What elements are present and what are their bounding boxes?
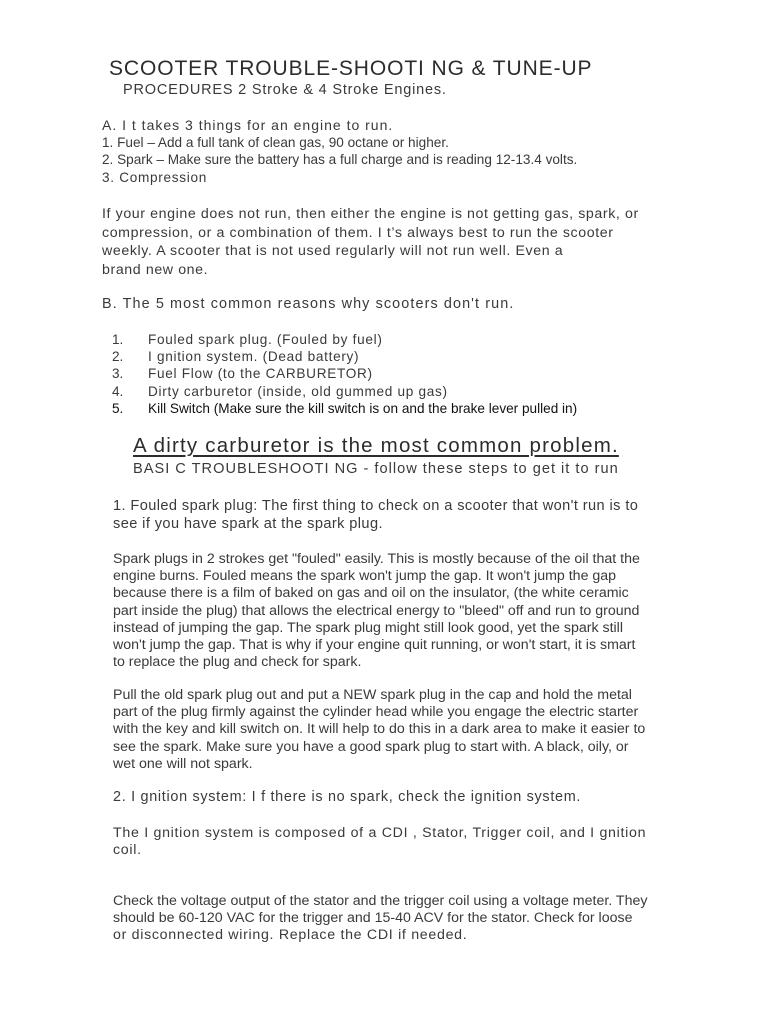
- paragraph-line: wet one will not spark.: [113, 755, 253, 772]
- basic-troubleshooting-heading: BASI C TROUBLESHOOTI NG - follow these steps to get it to run: [133, 461, 619, 477]
- list-text: Dirty carburetor (inside, old gummed up gas): [148, 383, 448, 399]
- list-item: [112, 331, 577, 348]
- section-a-item-fuel: 1. Fuel – Add a full tank of clean gas, 90 octane or higher.: [102, 135, 449, 150]
- section-a-item-spark: 2. Spark – Make sure the battery has a full charge and is reading 12-13.4 volts.: [102, 152, 578, 167]
- spark-plug-paragraph: [113, 551, 733, 671]
- paragraph-line: instead of jumping the gap. The spark plug might still look good, yet the spark still: [113, 619, 623, 636]
- paragraph-line: with the key and kill switch on. It will help to do this in a dark area to make it easier to: [113, 721, 646, 738]
- list-item: [112, 365, 577, 382]
- list-number: 1.: [112, 332, 124, 347]
- paragraph-line: The I gnition system is composed of a CDI , Stator, Trigger coil, and I gnition: [113, 825, 647, 841]
- paragraph-line: compression, or a combination of them. I t’s always best to run the scooter: [102, 224, 614, 241]
- list-text: Fuel Flow (to the CARBURETOR): [148, 366, 373, 382]
- paragraph-line: brand new one.: [102, 261, 209, 278]
- paragraph-line: Check the voltage output of the stator and the trigger coil using a voltage meter. They: [113, 893, 648, 909]
- list-number: 2.: [112, 349, 124, 365]
- list-number: 5.: [112, 400, 124, 416]
- paragraph-line: or disconnected wiring. Replace the CDI if needed.: [113, 927, 468, 944]
- list-number: 3.: [112, 366, 124, 382]
- document-subtitle: PROCEDURES 2 Stroke & 4 Stroke Engines.: [123, 82, 447, 98]
- list-text: Fouled spark plug. (Fouled by fuel): [148, 332, 383, 347]
- ignition-paragraph: [113, 825, 733, 859]
- voltage-paragraph: [113, 893, 733, 945]
- list-number: 4.: [112, 383, 124, 399]
- paragraph-line: Pull the old spark plug out and put a NEW spark plug in the cap and hold the metal: [113, 687, 632, 703]
- paragraph-line: Spark plugs in 2 strokes get "fouled" easily. This is mostly because of the oil that the: [113, 551, 640, 567]
- paragraph-line: see the spark. Make sure you have a good spark plug to start with. A black, oily, or: [113, 738, 629, 755]
- paragraph-line: If your engine does not run, then either the engine is not getting gas, spark, or: [102, 206, 639, 222]
- paragraph-line: weekly. A scooter that is not used regularly will not run well. Even a: [102, 243, 564, 260]
- document-title: SCOOTER TROUBLE-SHOOTI NG & TUNE-UP: [109, 57, 593, 80]
- callout-heading: A dirty carburetor is the most common problem.: [133, 434, 619, 457]
- paragraph-line: because there is a film of baked on gas and oil on the insulator, (the white ceramic: [113, 585, 629, 602]
- paragraph-line: to replace the plug and check for spark.: [113, 654, 362, 671]
- list-item: [112, 348, 577, 365]
- paragraph-line: engine burns. Fouled means the spark won't jump the gap. It won't jump the gap: [113, 568, 617, 585]
- list-text: I gnition system. (Dead battery): [148, 349, 360, 365]
- intro-paragraph: [102, 205, 702, 279]
- paragraph-line: part of the plug firmly against the cylinder head while you engage the electric starter: [113, 704, 639, 721]
- paragraph-line: coil.: [113, 842, 142, 859]
- list-text: Kill Switch (Make sure the kill switch is on and the brake lever pulled in): [148, 400, 578, 416]
- paragraph-line: part inside the plug) that allows the electrical energy to "bleed" off and run to ground: [113, 602, 640, 619]
- step-1-heading: [113, 497, 733, 533]
- section-b-heading: B. The 5 most common reasons why scooters don't run.: [102, 296, 515, 312]
- step-2-heading: 2. I gnition system: I f there is no spark, check the ignition system.: [113, 789, 582, 805]
- pull-plug-paragraph: [113, 687, 733, 773]
- section-a-heading: A. I t takes 3 things for an engine to run.: [102, 117, 394, 133]
- reasons-list: [112, 331, 577, 417]
- paragraph-line: should be 60-120 VAC for the trigger and 15-40 ACV for the stator. Check for loose: [113, 910, 633, 927]
- paragraph-line: see if you have spark at the spark plug.: [113, 516, 383, 532]
- list-item: [112, 383, 577, 400]
- paragraph-line: won't jump the gap. That is why if your engine quit running, or won't start, it is smart: [113, 637, 636, 654]
- section-a-item-compression: 3. Compression: [102, 170, 207, 185]
- paragraph-line: 1. Fouled spark plug: The first thing to check on a scooter that won't run is to: [113, 498, 639, 514]
- list-item: [112, 400, 577, 417]
